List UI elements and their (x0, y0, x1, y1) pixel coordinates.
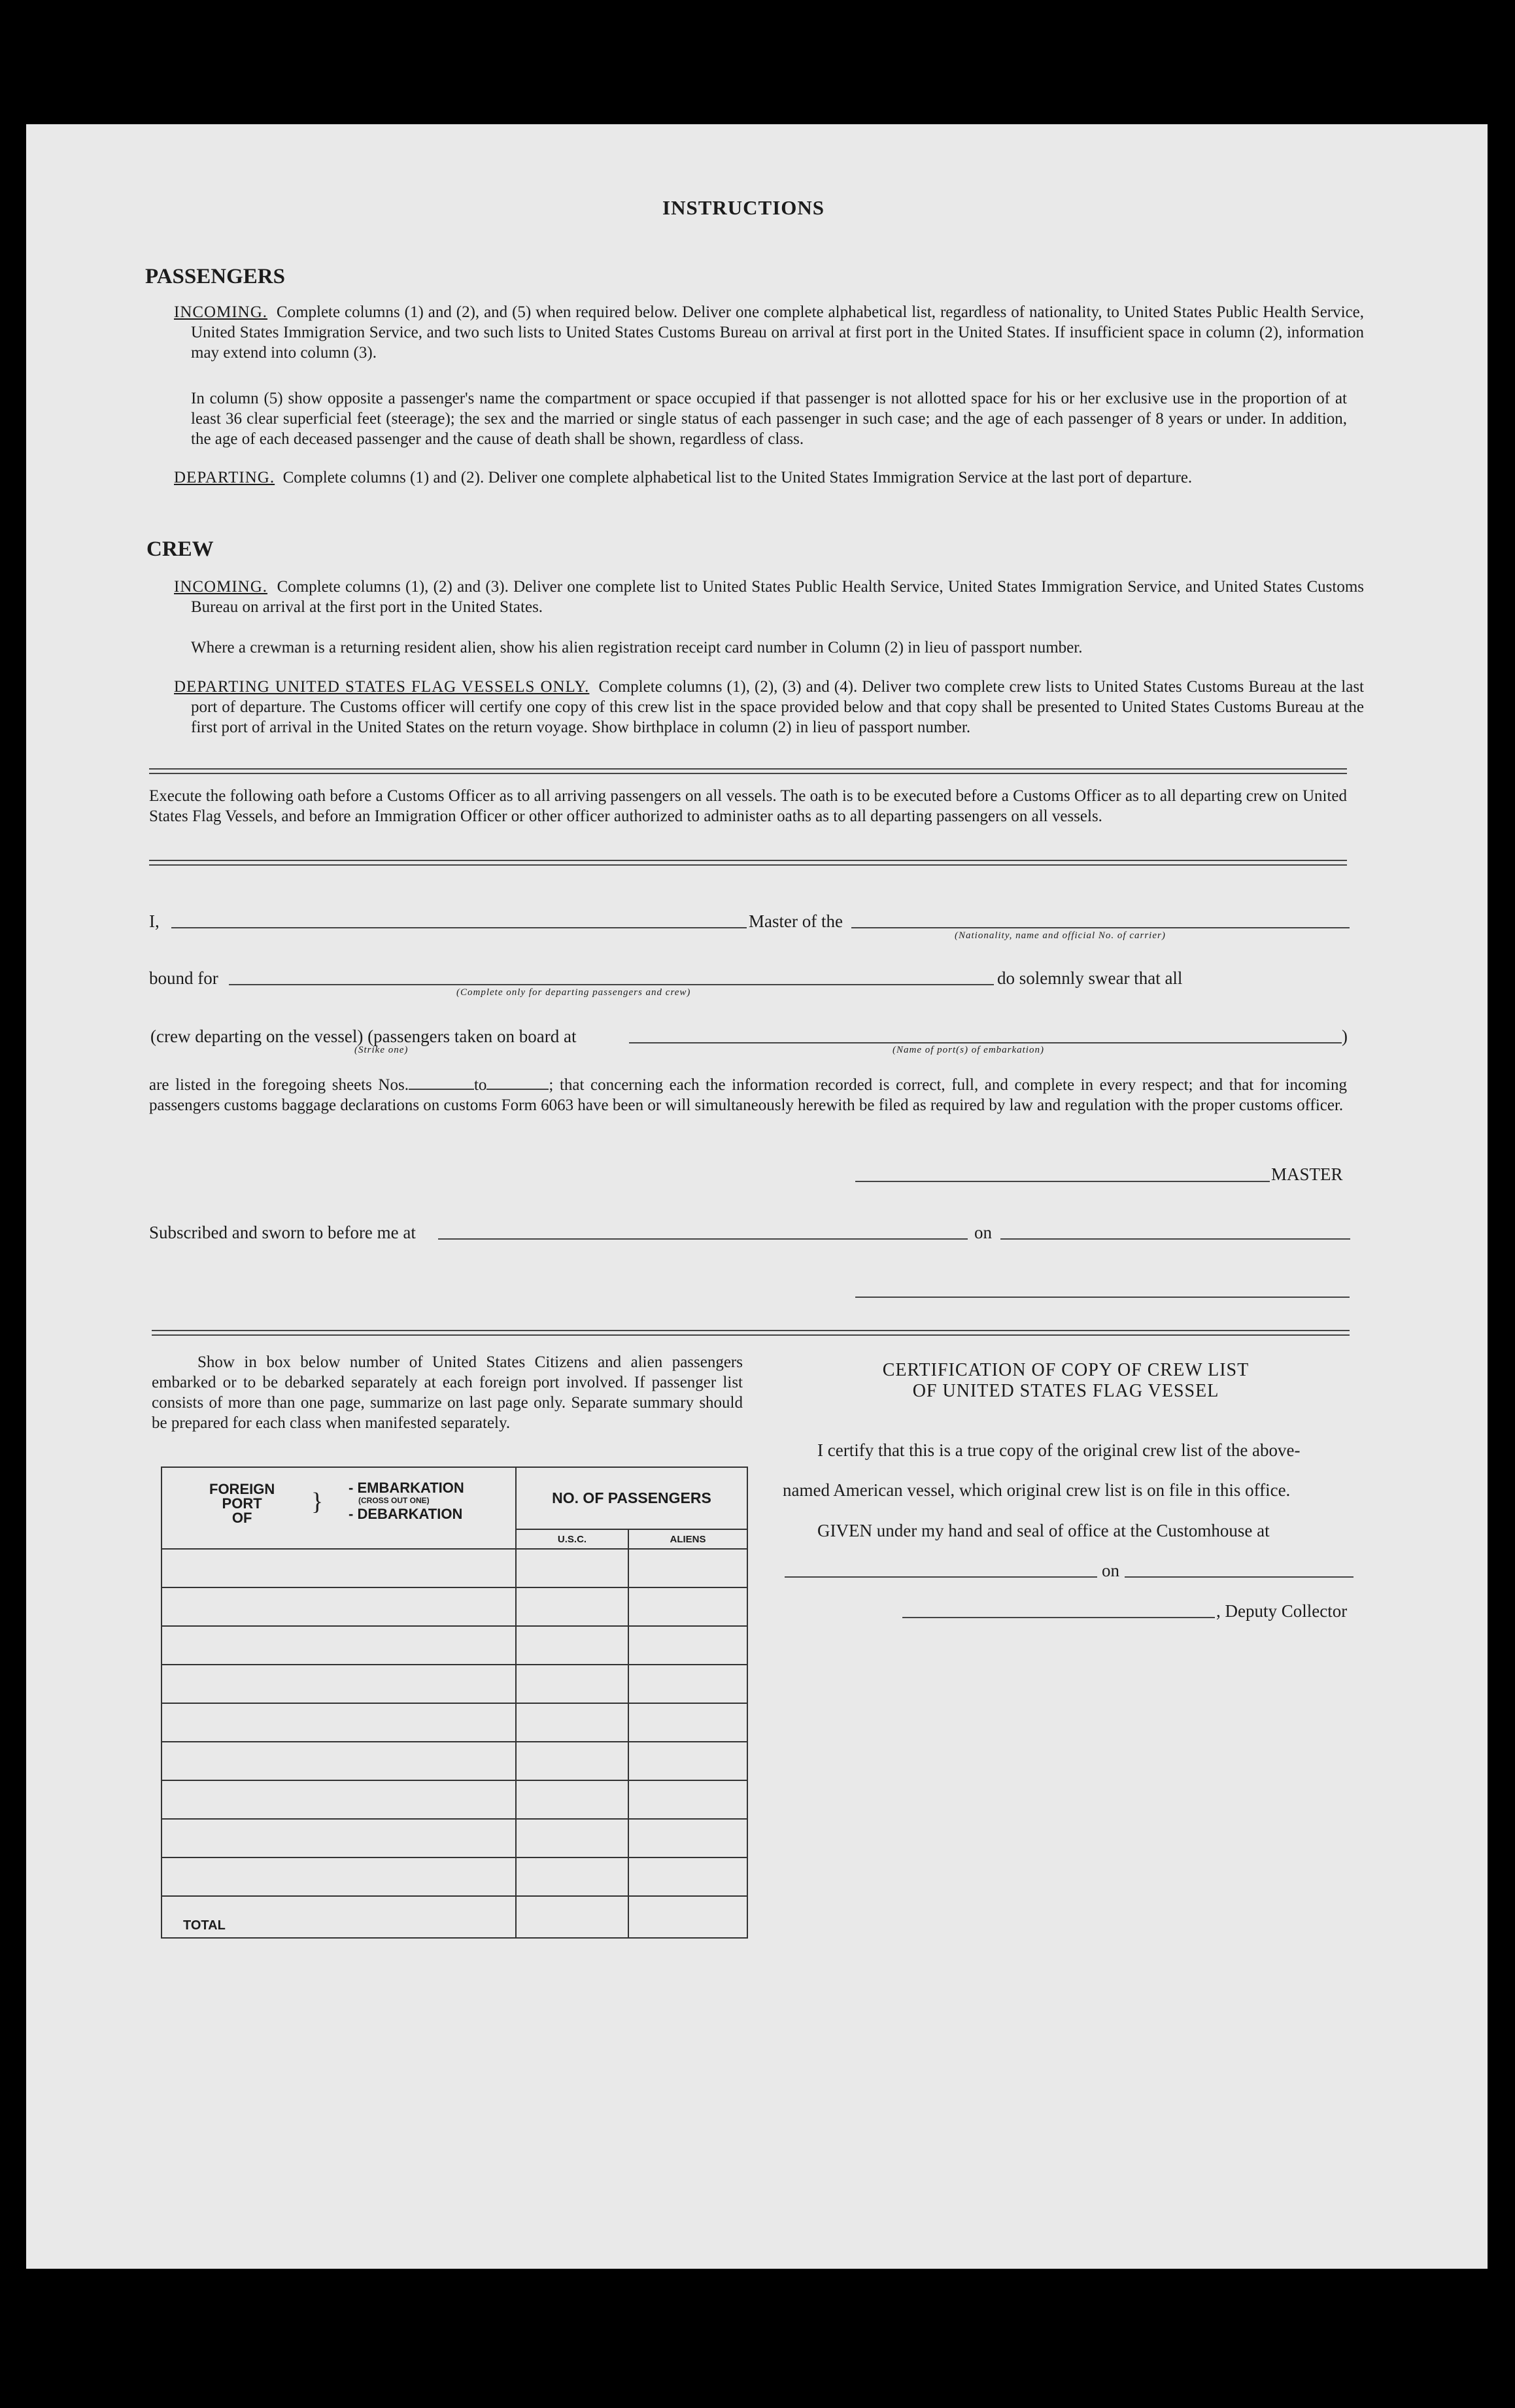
crew-passengers-text: (crew departing on the vessel) (passengers taken on board at (150, 1026, 577, 1046)
crew-incoming-lead: INCOMING. (174, 578, 268, 596)
port-label: PORT (222, 1495, 262, 1512)
section-divider (149, 768, 1347, 774)
aliens-cell[interactable] (628, 1780, 747, 1819)
foreign-label: FOREIGN (209, 1481, 275, 1497)
usc-cell[interactable] (516, 1549, 628, 1587)
no-passengers-header: NO. OF PASSENGERS (516, 1467, 747, 1529)
usc-cell[interactable] (516, 1587, 628, 1626)
certification-title (817, 1360, 1314, 1402)
port-cell[interactable] (162, 1665, 516, 1703)
passengers-incoming-text: Complete columns (1) and (2), and (5) when required below. Deliver one complete alphabetical list, regardless of nationality, to United States Public Health Service, United States Immigration Service, and two such lists to United States Customs Bureau on arrival at first port in the United States. If insufficient space in column (2), information may extend into column (3). (191, 303, 1365, 362)
certification-on-label: on (1102, 1561, 1119, 1580)
sworn-on-label: on (974, 1223, 992, 1242)
listed-text-2: ; that concerning each the information recorded is correct, full, and complete in every respect; and (549, 1076, 1223, 1094)
aliens-total-cell[interactable] (628, 1896, 747, 1938)
officer-signature-field[interactable] (855, 1297, 1350, 1298)
instructions-title: INSTRUCTIONS (662, 196, 825, 219)
summary-instructions: Show in box below number of United States Citizens and alien passengers embarked or to be debarked separately at each foreign port involved. If passenger list consists of more than one page, summarize on last page only. Separate summary should be prepared for each class when manifested separately. (152, 1353, 743, 1432)
carrier-field[interactable] (851, 927, 1350, 928)
swear-text: do solemnly swear that all (997, 968, 1183, 988)
usc-cell[interactable] (516, 1742, 628, 1780)
bound-for-field[interactable] (229, 984, 994, 985)
certification-line-2: named American vessel, which original crew list is on file in this office. (783, 1480, 1291, 1500)
carrier-hint: (Nationality, name and official No. of carrier) (955, 930, 1166, 941)
crew-alien-paragraph: Where a crewman is a returning resident alien, show his alien registration receipt card number in Column (2) in lieu of passport number. (191, 639, 1083, 656)
crew-heading: CREW (146, 537, 214, 561)
certification-title-line-1: CERTIFICATION OF COPY OF CREW LIST (882, 1360, 1250, 1380)
aliens-header: ALIENS (628, 1529, 747, 1549)
listed-paragraph (149, 1075, 1347, 1115)
master-signature-field[interactable] (855, 1181, 1270, 1182)
deputy-signature-field[interactable] (902, 1617, 1215, 1618)
port-cell[interactable] (162, 1742, 516, 1780)
port-cell[interactable] (162, 1587, 516, 1626)
sworn-place-field[interactable] (438, 1238, 968, 1240)
port-cell[interactable] (162, 1780, 516, 1819)
customhouse-field[interactable] (785, 1576, 1097, 1578)
bound-for-hint: (Complete only for departing passengers and crew) (456, 987, 691, 998)
usc-cell[interactable] (516, 1703, 628, 1742)
passengers-incoming-paragraph (174, 302, 1364, 363)
aliens-cell[interactable] (628, 1857, 747, 1896)
certification-line-3: GIVEN under my hand and seal of office at the Customhouse at (817, 1521, 1270, 1540)
passenger-summary-table (161, 1467, 748, 1939)
sheet-to-field[interactable] (486, 1076, 549, 1090)
passengers-departing-text: Complete columns (1) and (2). Deliver one complete alphabetical list to the United States Immigration Service at the last port of departure. (282, 469, 1193, 486)
passengers-incoming-lead: INCOMING. (174, 303, 268, 321)
usc-cell[interactable] (516, 1857, 628, 1896)
crew-incoming-text: Complete columns (1), (2) and (3). Deliver one complete list to United States Public Health Service, United States Immigration Service, and United States Customs Bureau on arrival at the first port in the United States. (191, 578, 1365, 616)
usc-header: U.S.C. (516, 1529, 628, 1549)
port-cell[interactable] (162, 1549, 516, 1587)
deputy-collector-label: , Deputy Collector (1216, 1601, 1348, 1621)
aliens-cell[interactable] (628, 1819, 747, 1857)
oath-i-label: I, (149, 911, 160, 931)
passengers-column5-paragraph: In column (5) show opposite a passenger's name the compartment or space occupied if that passenger is not allotted space for his or her exclusive use in the proportion of at least 36 clear superficial feet (steerage); the sex and the married or single status of each passenger in such case; and the age of each passenger of 8 years or under. In addition, the age of each deceased passenger and the cause of death shall be shown, regardless of class. (191, 390, 1347, 448)
oath-divider (149, 860, 1347, 866)
foreign-port-header (162, 1467, 516, 1549)
crew-incoming-paragraph (174, 577, 1364, 617)
passengers-heading: PASSENGERS (145, 265, 285, 288)
crew-departing-paragraph (174, 677, 1364, 738)
oath-intro: Execute the following oath before a Customs Officer as to all arriving passengers on all vessels. The oath is to be executed before a Customs Officer as to all departing crew on United States Flag Vessels, and before an Immigration Officer or other officer authorized to administer oaths as to all departing passengers on all vessels. (149, 787, 1347, 825)
usc-cell[interactable] (516, 1819, 628, 1857)
subscribed-label: Subscribed and sworn to before me at (149, 1223, 416, 1242)
master-name-field[interactable] (171, 927, 747, 928)
certification-date-field[interactable] (1125, 1576, 1353, 1578)
sworn-date-field[interactable] (1000, 1238, 1350, 1240)
aliens-cell[interactable] (628, 1626, 747, 1665)
aliens-cell[interactable] (628, 1549, 747, 1587)
brace-icon: } (311, 1488, 324, 1516)
of-label: OF (231, 1510, 252, 1526)
aliens-cell[interactable] (628, 1742, 747, 1780)
ports-hint: (Name of port(s) of embarkation) (893, 1045, 1044, 1055)
oath-bottom-divider (152, 1330, 1350, 1336)
crew-departing-lead: DEPARTING UNITED STATES FLAG VESSELS ONLY. (174, 678, 590, 696)
usc-cell[interactable] (516, 1665, 628, 1703)
usc-total-cell[interactable] (516, 1896, 628, 1938)
master-of-the-label: Master of the (749, 911, 843, 931)
passengers-departing-paragraph (174, 467, 1364, 488)
listed-to-label: to (473, 1076, 487, 1094)
cross-out-hint: (CROSS OUT ONE) (358, 1496, 430, 1505)
certification-line-1: I certify that this is a true copy of the original crew list of the above- (817, 1440, 1301, 1460)
bound-for-label: bound for (149, 968, 218, 988)
usc-cell[interactable] (516, 1626, 628, 1665)
usc-cell[interactable] (516, 1780, 628, 1819)
listed-text-rest: that for incoming passengers customs baggage declarations on customs Form 6063 have been or will simultaneously herewith be filed as required by law and regulation with the proper customs officer. (149, 1076, 1347, 1114)
passenger-summary-box (161, 1467, 748, 1939)
crew-departing-text: Complete columns (1), (2), (3) and (4). Deliver two complete crew lists to United States Customs Bureau at the last port of departure. The Customs officer will certify one copy of this crew list in the space provided below and that copy shall be presented to United States Customs Bureau at the first port of arrival in the United States on the return voyage. Show birthplace in column (2) in lieu of passport number. (191, 678, 1365, 736)
port-cell[interactable] (162, 1857, 516, 1896)
embarkation-ports-field[interactable] (629, 1042, 1342, 1043)
aliens-cell[interactable] (628, 1587, 747, 1626)
sheet-from-field[interactable] (409, 1076, 474, 1090)
port-cell[interactable] (162, 1703, 516, 1742)
total-label: TOTAL (162, 1896, 516, 1938)
port-cell[interactable] (162, 1819, 516, 1857)
listed-text-1: are listed in the foregoing sheets Nos. (149, 1076, 409, 1094)
embarkation-label: - EMBARKATION (349, 1480, 464, 1496)
master-label: MASTER (1271, 1164, 1343, 1184)
close-paren: ) (1342, 1026, 1348, 1046)
certification-title-line-2: OF UNITED STATES FLAG VESSEL (912, 1381, 1219, 1401)
aliens-cell[interactable] (628, 1703, 747, 1742)
aliens-cell[interactable] (628, 1665, 747, 1703)
debarkation-label: - DEBARKATION (349, 1506, 463, 1522)
port-cell[interactable] (162, 1626, 516, 1665)
strike-hint: (Strike one) (354, 1045, 409, 1055)
passengers-departing-lead: DEPARTING. (174, 469, 275, 486)
